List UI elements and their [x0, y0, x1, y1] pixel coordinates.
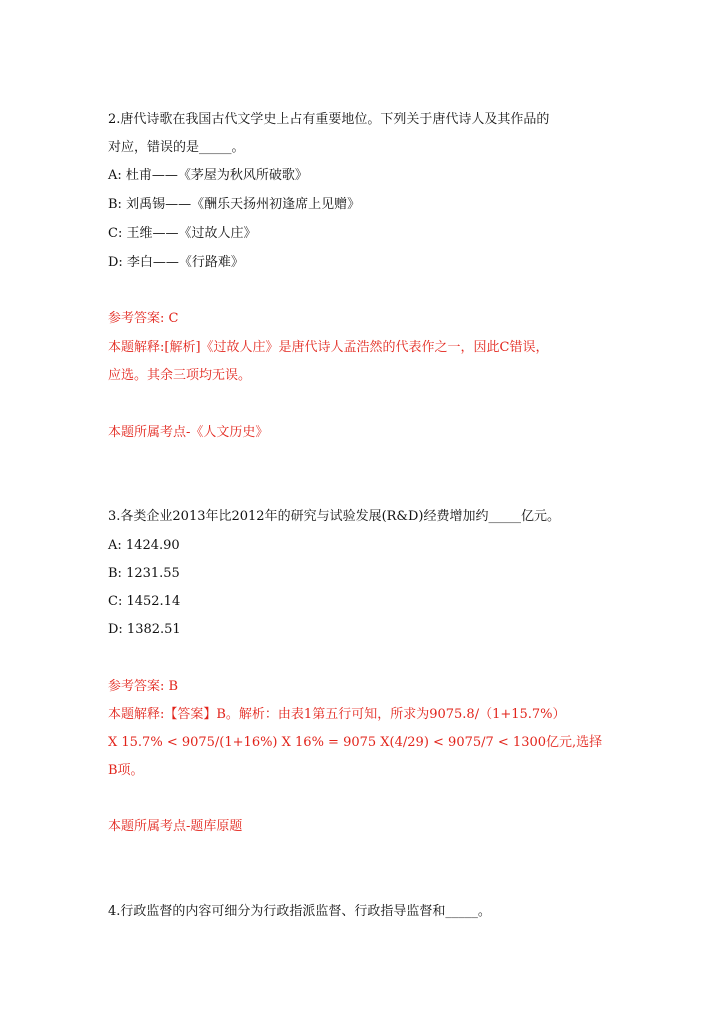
- q3-option-b: B: 1231.55: [108, 566, 180, 581]
- q2-option-d: D: 李白——《行路难》: [108, 255, 244, 270]
- q2-stem-line1: 2.唐代诗歌在我国古代文学史上占有重要地位。下列关于唐代诗人及其作品的: [108, 112, 550, 127]
- q2-topic: 本题所属考点-《人文历史》: [108, 425, 269, 440]
- q2-explanation-line1: 本题解释:[解析]《过故人庄》是唐代诗人孟浩然的代表作之一，因此C错误，: [108, 340, 549, 355]
- q3-explanation-line1: 本题解释:【答案】B。解析：由表1第五行可知，所求为9075.8/（1+15.7%）: [108, 707, 566, 722]
- q3-answer: 参考答案: B: [108, 679, 179, 694]
- q3-explanation-line2: X 15.7% < 9075/(1+16%) X 16% = 9075 X(4/29) < 9075/7 < 1300亿元,选择: [108, 735, 603, 750]
- q2-answer: 参考答案: C: [108, 311, 179, 326]
- q2-explanation-line2: 应选。其余三项均无误。: [108, 368, 252, 383]
- q2-option-b: B: 刘禹锡——《酬乐天扬州初逢席上见赠》: [108, 197, 361, 212]
- q3-option-c: C: 1452.14: [108, 594, 181, 609]
- q2-stem-line2: 对应，错误的是_____。: [108, 140, 245, 155]
- q3-option-a: A: 1424.90: [108, 538, 180, 553]
- q3-topic: 本题所属考点-题库原题: [108, 819, 243, 834]
- q2-option-a: A: 杜甫——《茅屋为秋风所破歌》: [108, 168, 308, 183]
- q2-option-c: C: 王维——《过故人庄》: [108, 226, 257, 241]
- q4-stem: 4.行政监督的内容可细分为行政指派监督、行政指导监督和_____。: [108, 904, 491, 919]
- q3-stem: 3.各类企业2013年比2012年的研究与试验发展(R&D)经费增加约_____亿元。: [108, 509, 560, 524]
- q3-explanation-line3: B项。: [108, 763, 144, 778]
- q3-option-d: D: 1382.51: [108, 622, 181, 637]
